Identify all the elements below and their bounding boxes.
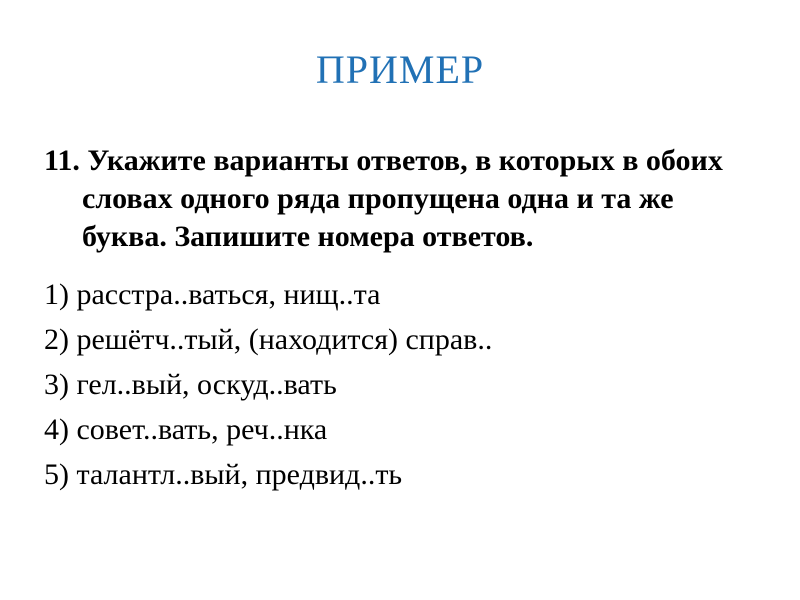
question-text: 11. Укажите варианты ответов, в которых в обоих словах одного ряда пропущена одна и та же буква. Запишите номера ответов. — [44, 144, 723, 253]
option-1: 1) расстра..ваться, нищ..та — [44, 278, 381, 311]
option-2: 2) решётч..тый, (находится) справ.. — [44, 323, 493, 356]
option-4: 4) совет..вать, реч..нка — [44, 413, 328, 446]
option-3: 3) гел..вый, оскуд..вать — [44, 368, 337, 401]
slide-content — [44, 142, 762, 497]
option-5: 5) талантл..вый, предвид..ть — [44, 458, 403, 491]
slide-title: ПРИМЕР — [315, 47, 485, 92]
options-list — [44, 272, 762, 497]
